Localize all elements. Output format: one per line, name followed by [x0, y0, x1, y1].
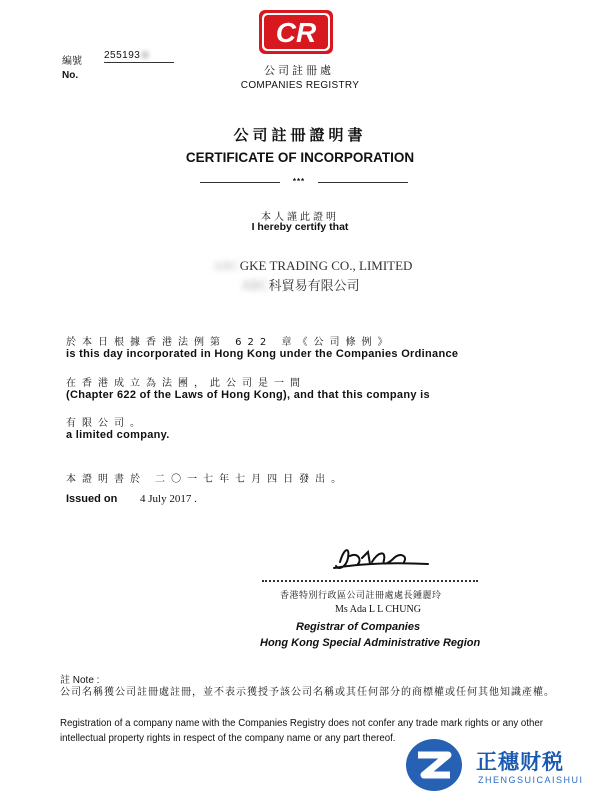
logo-text: CR	[275, 17, 317, 48]
registry-name-zh: 公司註冊處	[264, 64, 334, 77]
company-name-en-text: GKE TRADING CO., LIMITED	[239, 258, 413, 273]
issued-label: Issued on	[66, 493, 118, 505]
note-label: 註 Note :	[60, 675, 100, 686]
body-line3-zh: 有限公司。	[66, 418, 146, 429]
body-line2-zh: 在香港成立為法團，此公司是一間	[66, 378, 306, 389]
divider-right	[318, 182, 408, 183]
companies-registry-logo	[258, 9, 334, 55]
registrar-signature	[328, 538, 438, 578]
number-label-en: No.	[62, 70, 79, 81]
watermark-logo-icon	[402, 735, 466, 795]
title-en: CERTIFICATE OF INCORPORATION	[185, 150, 415, 165]
certificate-number-value: 255193	[104, 50, 141, 61]
issued-zh: 本證明書於 二〇一七年七月四日發出。	[66, 474, 348, 485]
company-name-zh-text: 科貿易有限公司	[268, 279, 360, 294]
watermark-text-en: ZHENGSUICAISHUI	[478, 775, 584, 785]
number-label-zh: 編號	[62, 56, 82, 67]
divider-stars: ***	[292, 177, 306, 186]
body-line2-en: (Chapter 622 of the Laws of Hong Kong), and that this company is	[66, 389, 430, 401]
note-zh: 公司名稱獲公司註冊處註冊，並不表示獲授予該公司名稱或其任何部分的商標權或任何其他知識產權。	[60, 687, 555, 698]
registrar-region: Hong Kong Special Administrative Region	[260, 637, 481, 649]
registrar-name: Ms Ada L L CHUNG	[335, 604, 421, 615]
divider-left	[200, 182, 280, 183]
body-line1-zh: 於本日根據香港法例第 622 章《公司條例》	[66, 337, 394, 348]
registry-name-en: COMPANIES REGISTRY	[240, 80, 360, 91]
issued-date: 4 July 2017 .	[140, 493, 197, 505]
registrar-title: Registrar of Companies	[296, 621, 421, 633]
title-zh: 公司註冊證明書	[233, 126, 367, 144]
body-line1-en: is this day incorporated in Hong Kong under the Companies Ordinance	[66, 348, 459, 360]
registrar-zh: 香港特別行政區公司註冊處處長鍾麗玲	[280, 591, 442, 601]
certificate-number	[104, 50, 174, 63]
body-line3-en: a limited company.	[66, 429, 170, 441]
company-name-en	[213, 258, 412, 274]
note-en: Registration of a company name with the Companies Registry does not confer any trade mark rights or any other intellectual property rights in respect of the company name or any part thereof.	[60, 718, 543, 744]
company-name-zh-redacted: ABC	[242, 279, 269, 294]
certify-en: I hereby certify that	[251, 221, 349, 233]
watermark-text-zh: 正穗财税	[476, 750, 564, 774]
company-name-en-redacted: ABC	[213, 258, 240, 273]
certify-zh: 本人謹此證明	[261, 212, 339, 223]
signature-line	[262, 580, 478, 582]
company-name-zh	[242, 275, 360, 294]
